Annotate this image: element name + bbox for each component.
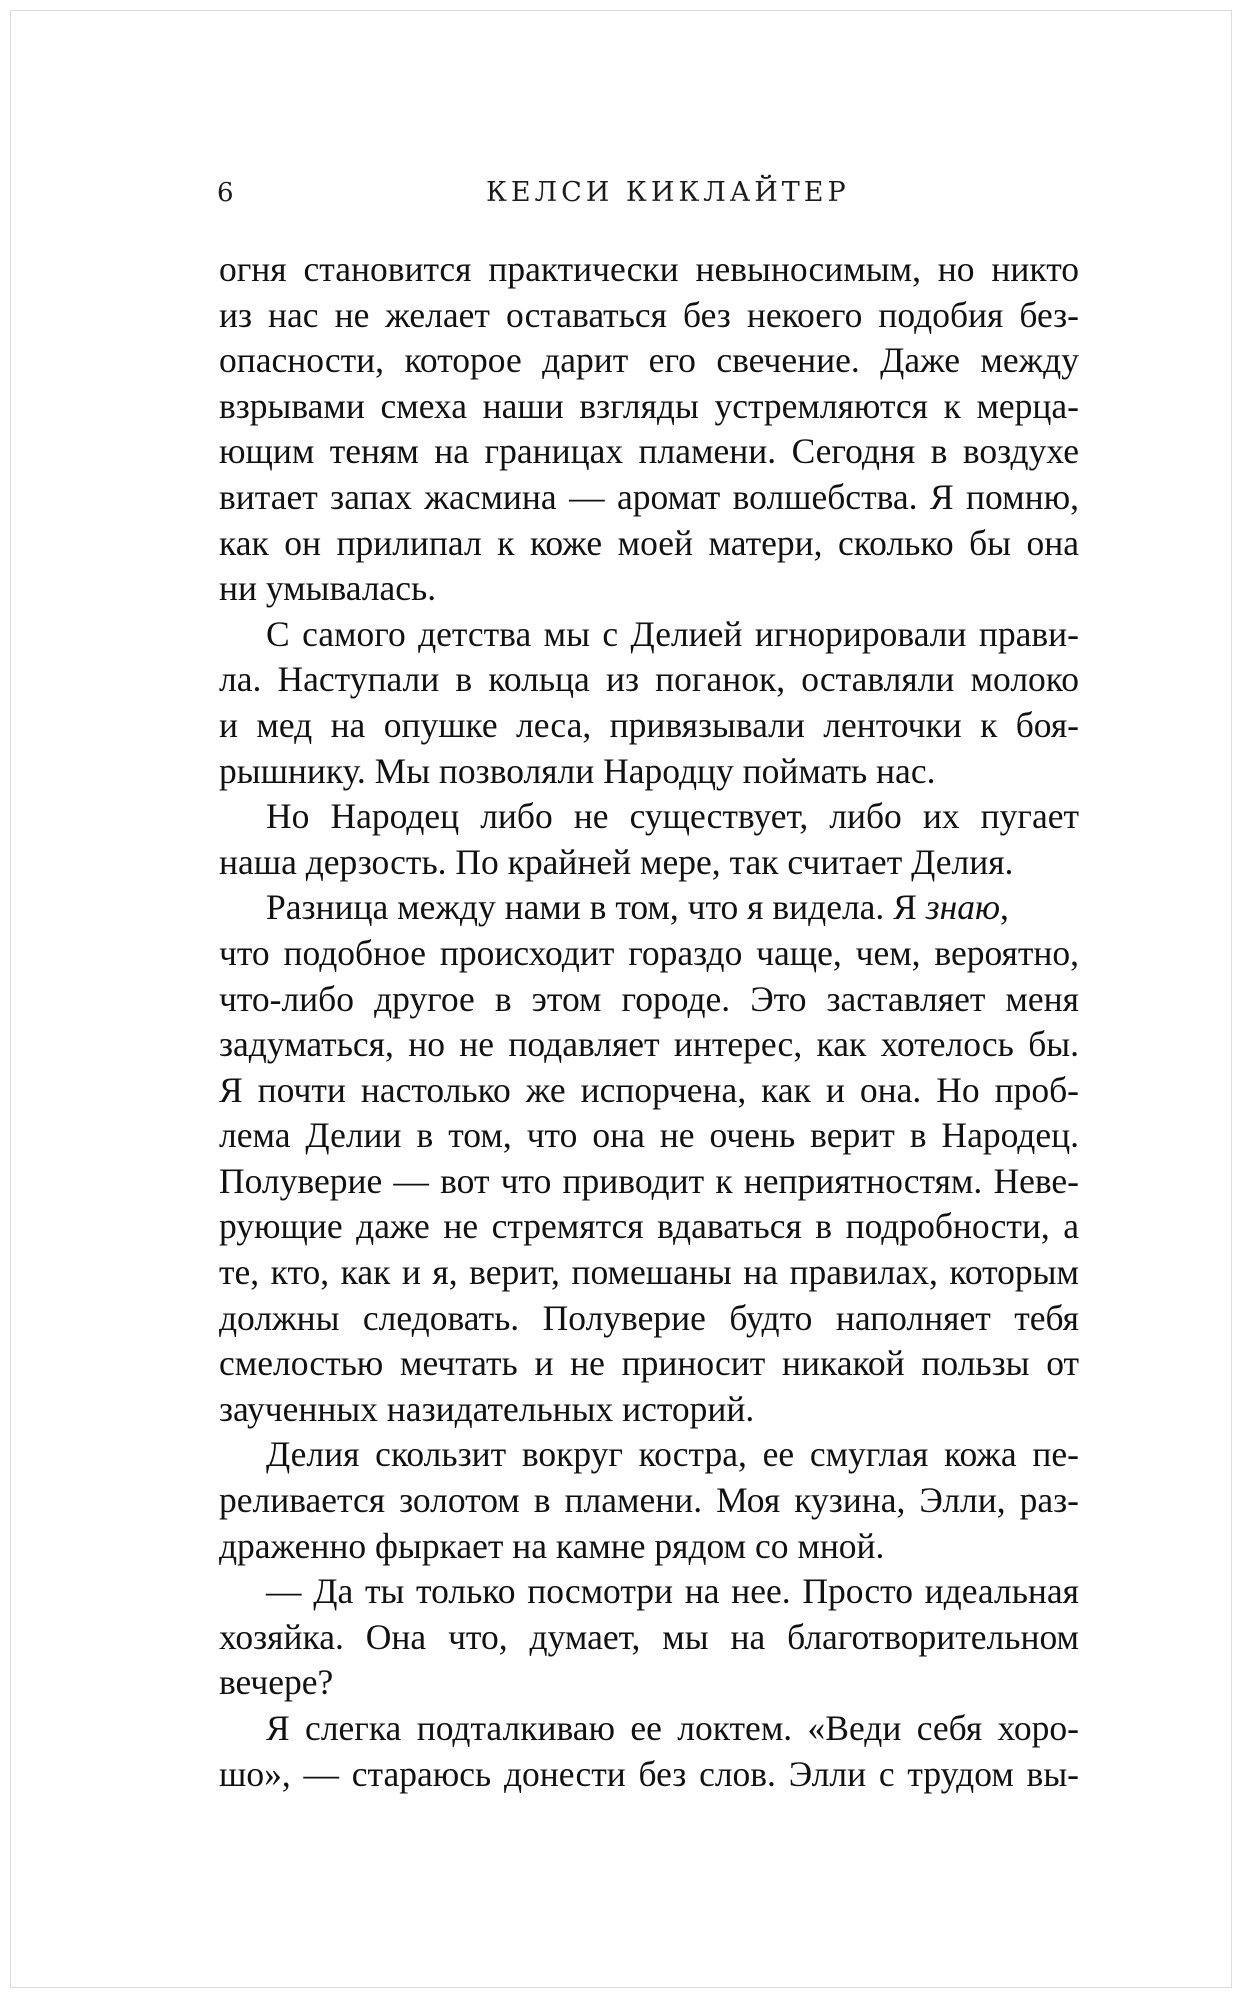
text-line: реливается золотом в пламени. Моя кузина, Элли, раз- — [219, 1480, 1079, 1521]
text-line: хозяйка. Она что, думает, мы на благотворительном — [219, 1616, 1079, 1657]
text-line: ющим теням на границах пламени. Сегодня в воздухе — [219, 431, 1079, 472]
body-text — [219, 247, 1079, 1797]
text-line: лема Делии в том, что она не очень верит в Народец. — [219, 1115, 1079, 1156]
text-line: Делия скользит вокруг костра, ее смуглая кожа пе- — [266, 1434, 1079, 1475]
text-line: что-либо другое в этом городе. Это заставляет меня — [219, 978, 1079, 1019]
text-line: ни умывалась. — [219, 568, 437, 609]
text-line: опасности, которое дарит его свечение. Даже между — [219, 340, 1079, 381]
text-line: Я слегка подталкиваю ее локтем. «Веди себя хоро- — [266, 1708, 1079, 1748]
text-line: из нас не желает оставаться без некоего подобия без- — [219, 294, 1079, 335]
text-line: ла. Наступали в кольца из поганок, оставляли молоко — [219, 659, 1079, 700]
text-line: — Да ты только посмотри на нее. Просто идеальная — [266, 1571, 1079, 1612]
text-line: наша дерзость. По крайней мере, так считает Делия. — [219, 841, 1014, 882]
text-line: драженно фыркает на камне рядом со мной. — [219, 1525, 885, 1566]
page-header — [11, 173, 1231, 213]
text-line: задуматься, но не подавляет интерес, как хотелось бы. — [219, 1024, 1079, 1065]
text-line: те, кто, как и я, верит, помешаны на правилах, которым — [219, 1252, 1079, 1293]
text-line: вечере? — [219, 1662, 334, 1703]
text-line: заученных назидательных историй. — [219, 1388, 755, 1429]
text-line: Но Народец либо не существует, либо их пугает — [266, 796, 1079, 837]
text-line: Полуверие — вот что приводит к неприятностям. Неве- — [219, 1160, 1079, 1201]
text-line: рующие даже не стремятся вдаваться в подробности, а — [219, 1206, 1079, 1247]
text-line: рышнику. Мы позволяли Народцу поймать нас. — [219, 750, 936, 791]
text-line: Я почти настолько же испорчена, как и она. Но проб- — [219, 1069, 1079, 1110]
text-line: и мед на опушке леса, привязывали ленточки к боя- — [219, 704, 1079, 745]
text-line: должны следовать. Полуверие будто наполняет тебя — [219, 1297, 1079, 1338]
text-line: что подобное происходит гораздо чаще, чем, вероятно, — [219, 932, 1079, 973]
text-segment: Разница между нами в том, что я видела. Я — [266, 887, 926, 928]
text-line: шо», — стараюсь донести без слов. Элли с трудом вы- — [219, 1753, 1079, 1794]
running-title: КЕЛСИ КИКЛАЙТЕР — [486, 177, 850, 208]
text-line: взрывами смеха наши взгляды устремляются к мерца- — [219, 385, 1079, 426]
text-line: смелостью мечтать и не приносит никакой пользы от — [219, 1343, 1079, 1384]
text-line: С самого детства мы с Делией игнорировали прави- — [266, 613, 1079, 654]
text-line: витает запах жасмина — аромат волшебства. Я помню, — [219, 476, 1079, 517]
text-line: огня становится практически невыносимым, но никто — [219, 249, 1079, 289]
text-line: как он прилипал к коже моей матери, сколько бы она — [219, 522, 1079, 563]
text-line — [219, 885, 1079, 931]
italic-emphasis: знаю — [925, 887, 1000, 928]
page-number: 6 — [217, 178, 234, 208]
book-page — [10, 10, 1232, 1988]
text-segment: , — [999, 887, 1009, 928]
